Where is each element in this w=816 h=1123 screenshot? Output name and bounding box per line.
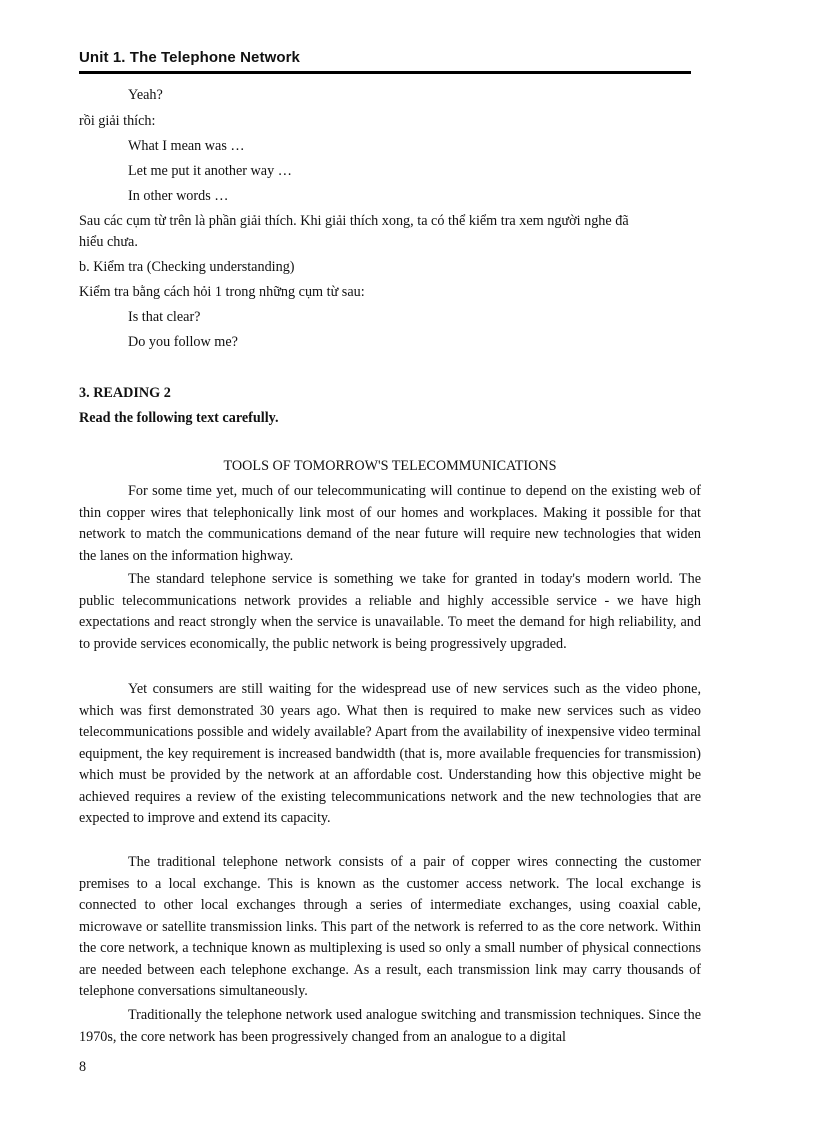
article-title: TOOLS OF TOMORROW'S TELECOMMUNICATIONS [223, 458, 557, 474]
phrase-do-you-follow: Do you follow me? [128, 334, 238, 350]
article-paragraph-3: Yet consumers are still waiting for the widespread use of new services such as the video phone, which was first demonstrated 30 years ago. What then is required to make new services such as video telecommunications possible and widely available? Apart from the availability of inexpensive video terminal equipment, the key requirement is increased bandwidth (that is, more available frequencies for transmission) which must be provided by the network at an affordable cost. Understanding how this objective might be achieved requires a review of the existing telecommunications network and the new technologies that are expected to improve and extend its capacity. [79, 681, 701, 826]
section-instruction: Read the following text carefully. [79, 410, 279, 426]
phrase-in-other-words: In other words … [128, 188, 229, 204]
intro-line-check-by-asking: Kiểm tra bằng cách hỏi 1 trong những cụm từ sau: [79, 284, 365, 300]
article-paragraph-1: For some time yet, much of our telecommunicating will continue to depend on the existing web of thin copper wires that telephonically link most of our homes and workplaces. Making it possible for that network to match the communications demand of the near future will require new technologies that widen the lanes on the information highway. [79, 483, 701, 564]
subheading-checking: b. Kiểm tra (Checking understanding) [79, 259, 295, 275]
intro-line-understood: hiểu chưa. [79, 234, 138, 250]
phrase-let-me-put: Let me put it another way … [128, 163, 292, 179]
phrase-is-that-clear: Is that clear? [128, 309, 201, 325]
article-paragraph-2: The standard telephone service is something we take for granted in today's modern world. The public telecommunications network provides a reliable and highly accessible service - we have high expectations and react strongly when the service is unavailable. To meet the demand for high reliability, and to provide services economically, the public network is being progressively upgraded. [79, 571, 701, 652]
page-header [79, 48, 691, 74]
phrase-what-i-mean: What I mean was … [128, 138, 245, 154]
article-paragraph-5: Traditionally the telephone network used analogue switching and transmission techniques. Since the 1970s, the core network has been progressively changed from an analogue to a digital [79, 1007, 701, 1045]
article-paragraph-4: The traditional telephone network consists of a pair of copper wires connecting the customer premises to a local exchange. This is known as the customer access network. The local exchange is connected to other local exchanges through a series of intermediate exchanges, using coaxial cable, microwave or satellite transmission links. This part of the network is referred to as the core network. Within the core network, a technique known as multiplexing is used so only a small number of physical connections are needed between each telephone exchange. As a result, each transmission link may carry thousands of telephone conversations simultaneously. [79, 854, 701, 999]
intro-line-explain: rồi giải thích: [79, 113, 156, 129]
page-number: 8 [79, 1059, 87, 1075]
header-title: Unit 1. The Telephone Network [79, 49, 300, 66]
intro-line-yeah: Yeah? [128, 87, 163, 103]
section-heading: 3. READING 2 [79, 385, 171, 401]
intro-line-after-phrases: Sau các cụm từ trên là phần giải thích. Khi giải thích xong, ta có thể kiểm tra xem người nghe đã [79, 213, 629, 229]
